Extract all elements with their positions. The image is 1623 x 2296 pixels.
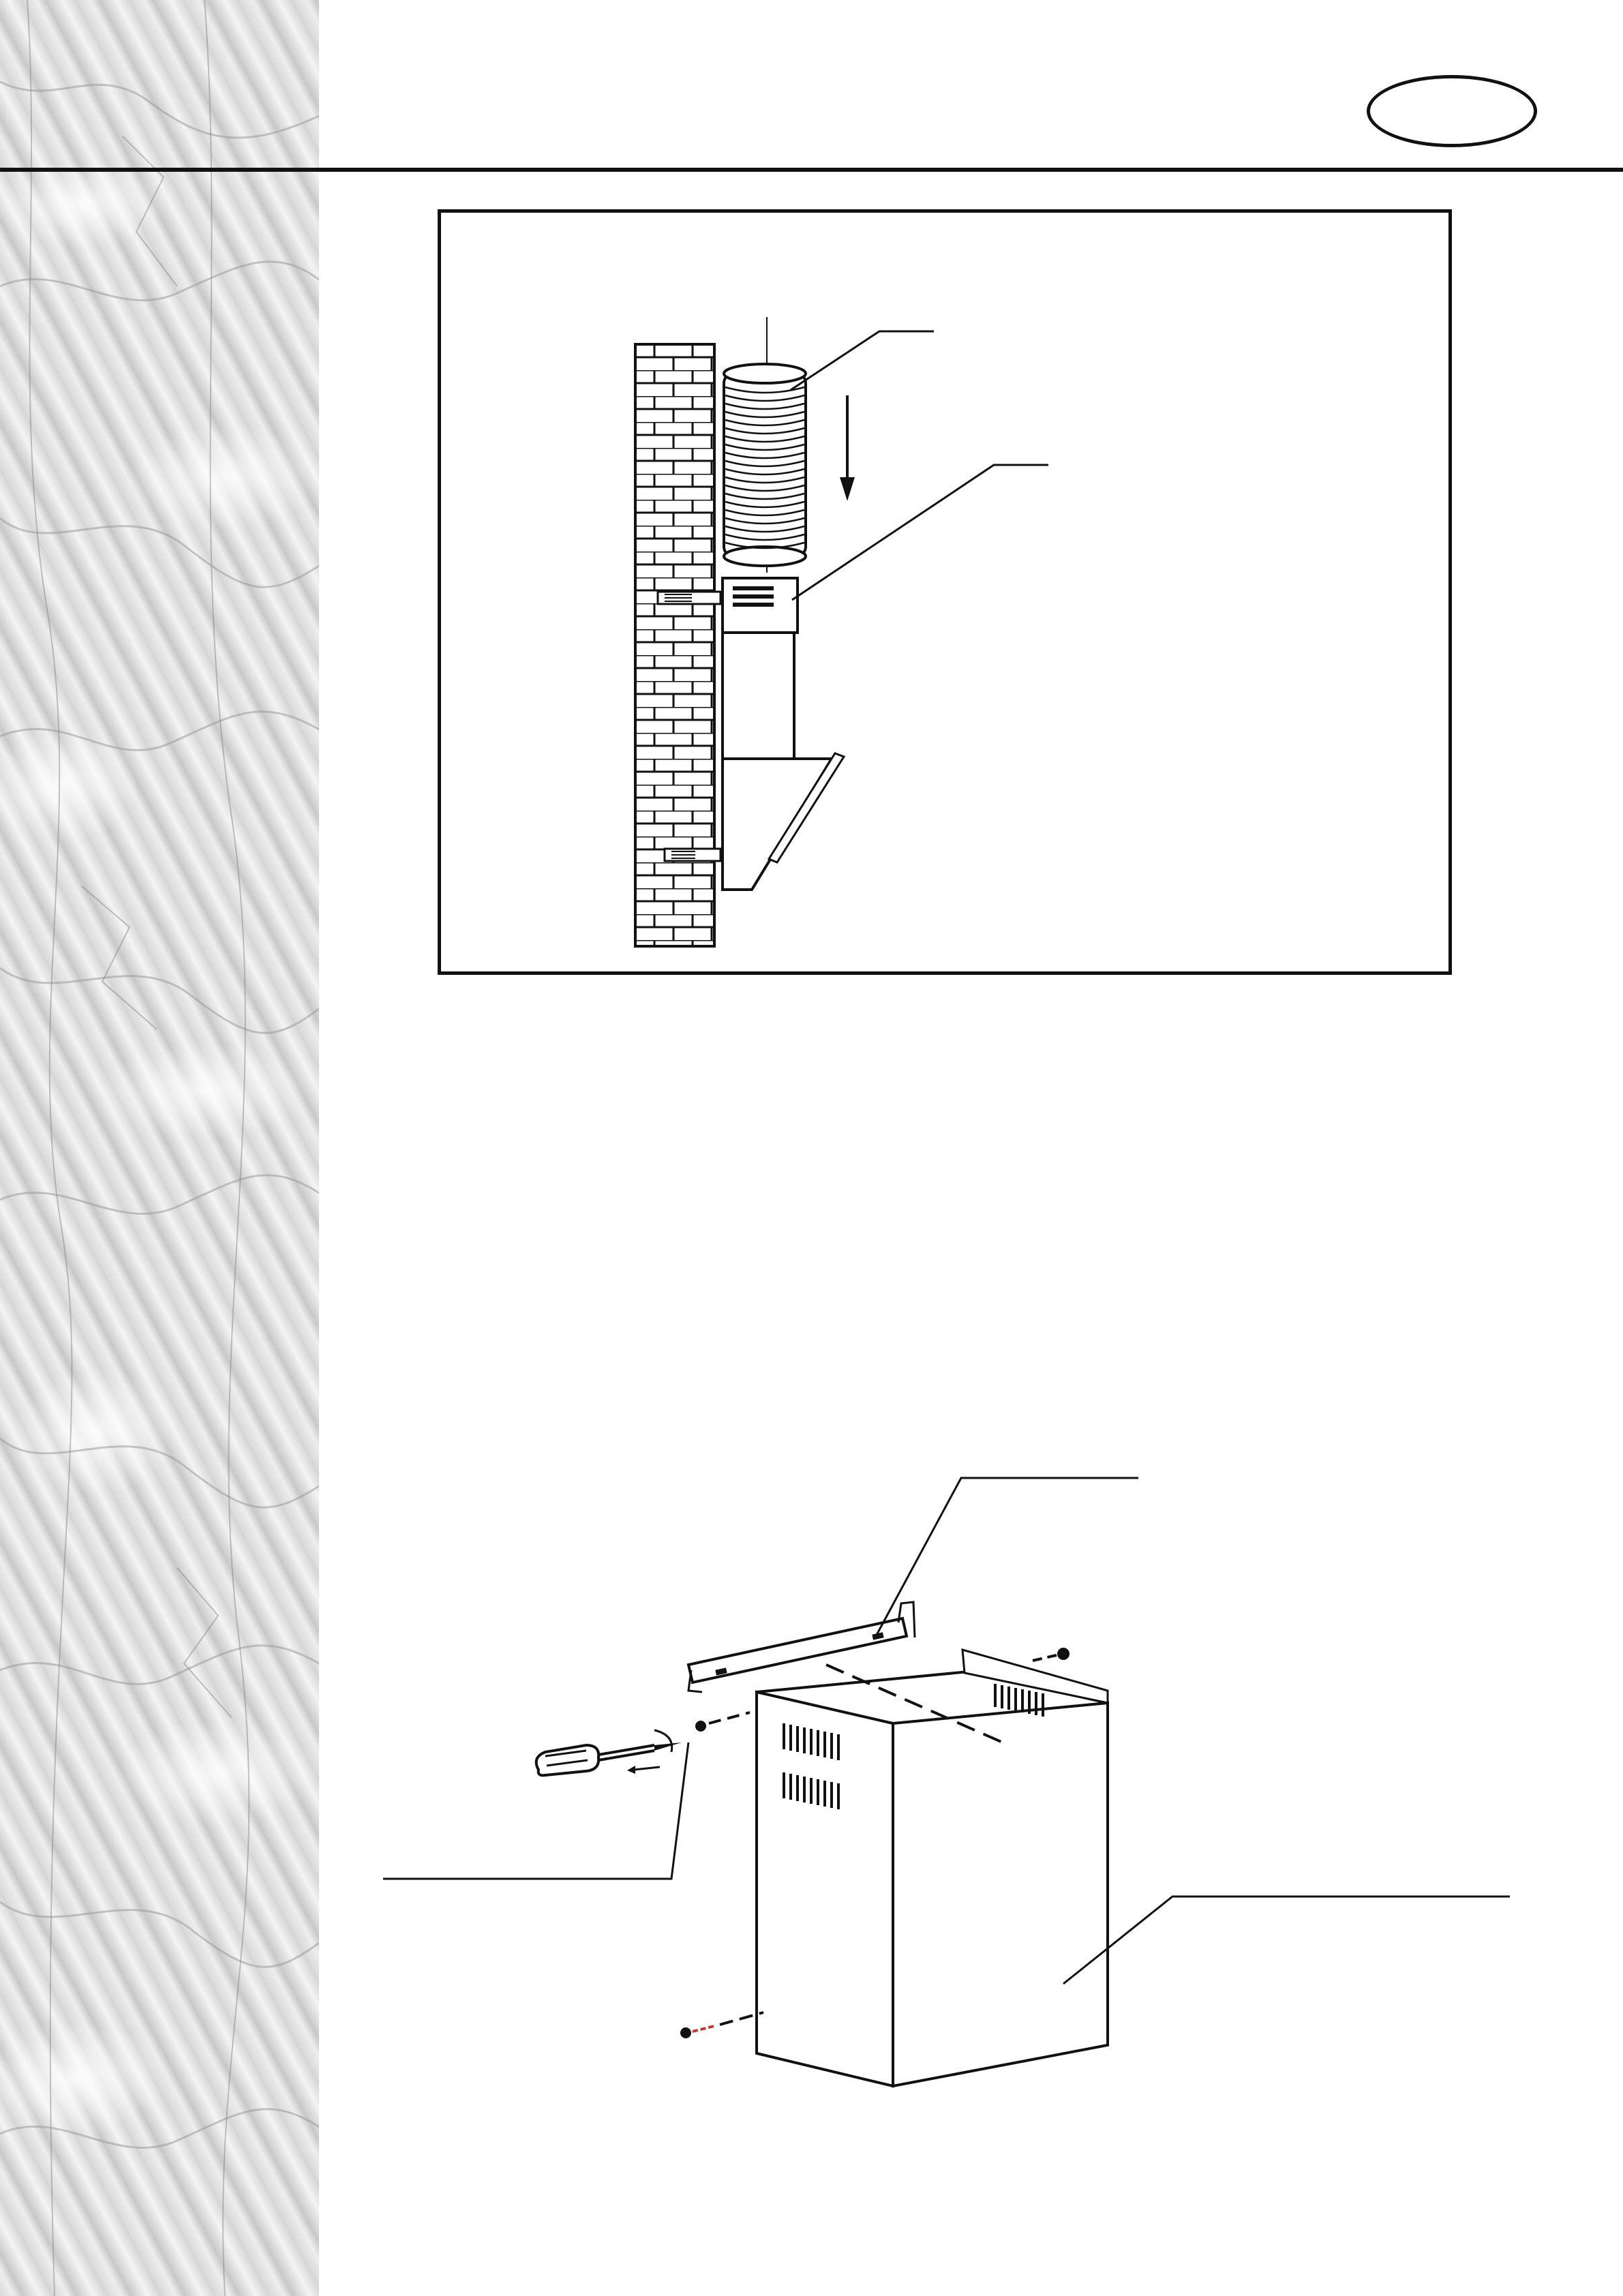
corrugated-duct: [724, 317, 806, 573]
fastening-bracket: [688, 1602, 915, 1692]
down-arrow-icon: [840, 395, 855, 501]
decorative-cover-box: [757, 1650, 1108, 2086]
screwdriver-icon: [536, 1730, 682, 1775]
figure1-leader-lines: [791, 331, 1048, 600]
